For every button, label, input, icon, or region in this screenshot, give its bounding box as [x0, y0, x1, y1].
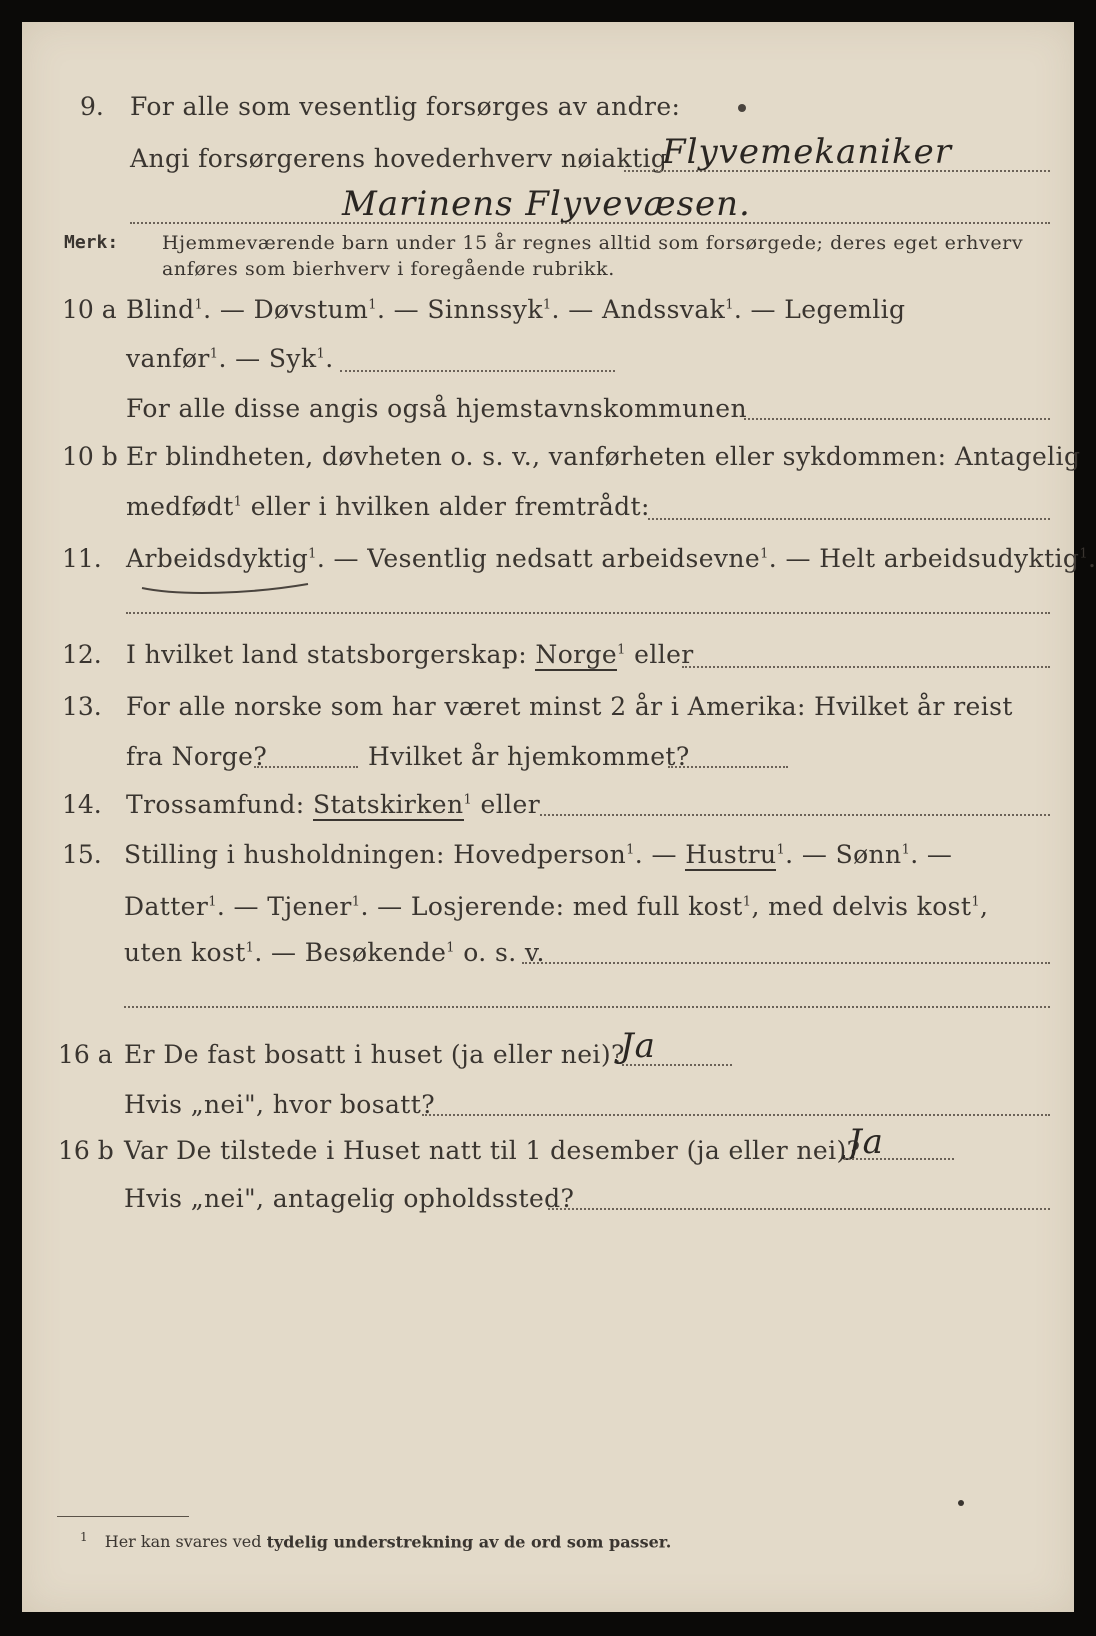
q11-line1: Arbeidsdyktig$^1$. — Vesentlig nedsatt arbeidsevne$^1$. — Helt arbeidsudyktig$^1$.	[126, 544, 1096, 573]
q16a-bosatt-line	[422, 1114, 1050, 1116]
q12-number: 12.	[62, 640, 102, 669]
q10b-number: 10 b	[62, 442, 118, 471]
q16a-handwritten-answer: Ja	[620, 1026, 656, 1066]
q9-number: 9.	[80, 92, 104, 121]
q16b-answer-line	[844, 1158, 954, 1160]
q11-answer-line	[126, 612, 1050, 614]
q9-line1: For alle som vesentlig forsørges av andre:	[130, 92, 681, 121]
census-form-page	[22, 22, 1096, 1612]
q10a-line3: For alle disse angis også hjemstavnskommunen	[126, 394, 747, 423]
q16b-line2: Hvis „nei", antagelig opholdssted?	[124, 1184, 575, 1213]
q12-line: I hvilket land statsborgerskap: Norge$^1$ eller	[126, 640, 694, 669]
merk-line1: Hjemmeværende barn under 15 år regnes alltid som forsørgede; deres eget erhverv	[162, 232, 1024, 254]
q10b-answer-line	[648, 518, 1050, 520]
q16a-answer-line	[622, 1064, 732, 1066]
q9-line2: Angi forsørgerens hovederhverv nøiaktig	[130, 144, 668, 173]
q13-number: 13.	[62, 692, 102, 721]
q14-number: 14.	[62, 790, 102, 819]
q15-underlined-hustru: Hustru	[685, 840, 777, 869]
q13-line2b: Hvilket år hjemkommet?	[368, 742, 690, 771]
q10a-line1: Blind$^1$. — Døvstum$^1$. — Sinnssyk$^1$. — Andssvak$^1$. — Legemlig	[126, 295, 906, 324]
q15-answer-line1	[522, 962, 1050, 964]
q11-handwritten-underline	[140, 580, 310, 596]
q9-handwritten-answer1: Flyvemekaniker	[662, 132, 952, 172]
ink-speck	[958, 1500, 964, 1506]
q16b-opholdssted-line	[548, 1208, 1050, 1210]
q13-line1: For alle norske som har været minst 2 år i Amerika: Hvilket år reist	[126, 692, 1013, 721]
q14-underlined-statskirken: Statskirken	[313, 790, 464, 819]
q15-number: 15.	[62, 840, 102, 869]
q15-line1: Stilling i husholdningen: Hovedperson$^1$. — Hustru$^1$. — Sønn$^1$. —	[124, 840, 953, 869]
q15-line2: Datter$^1$. — Tjener$^1$. — Losjerende: med full kost$^1$, med delvis kost$^1$,	[124, 892, 989, 921]
q10b-line2: medfødt$^1$ eller i hvilken alder fremtrådt:	[126, 492, 650, 521]
q13-line2a: fra Norge?	[126, 742, 268, 771]
q10b-line1: Er blindheten, døvheten o. s. v., vanførheten eller sykdommen: Antagelig	[126, 442, 1081, 471]
q16b-number: 16 b	[58, 1136, 114, 1165]
q11-number: 11.	[62, 544, 102, 573]
footnote: $^1$ Her kan svares ved tydelig understrekning av de ord som passer.	[80, 1530, 672, 1552]
q14-line: Trossamfund: Statskirken$^1$ eller	[126, 790, 541, 819]
q16a-line1: Er De fast bosatt i huset (ja eller nei)?	[124, 1040, 625, 1069]
q13-reist-line	[254, 766, 358, 768]
footnote-rule	[57, 1516, 189, 1517]
q12-underlined-norge: Norge	[535, 640, 618, 669]
ink-speck	[738, 104, 746, 112]
merk-line2: anføres som bierhverv i foregående rubrikk.	[162, 258, 615, 280]
q9-handwritten-answer2: Marinens Flyvevæsen.	[342, 184, 751, 224]
q16a-line2: Hvis „nei", hvor bosatt?	[124, 1090, 435, 1119]
merk-label: Merk:	[64, 232, 119, 253]
q10a-number: 10 a	[62, 295, 117, 324]
q16a-number: 16 a	[58, 1040, 113, 1069]
q14-answer-line	[540, 814, 1050, 816]
q10a-line2: vanfør$^1$. — Syk$^1$.	[126, 344, 334, 373]
q16b-handwritten-answer: Ja	[848, 1122, 884, 1162]
q16b-line1: Var De tilstede i Huset natt til 1 desember (ja eller nei)?	[124, 1136, 861, 1165]
q10a-kommune-line	[744, 418, 1050, 420]
q15-line3: uten kost$^1$. — Besøkende$^1$ o. s. v.	[124, 938, 545, 967]
q10a-answer-line	[340, 370, 615, 372]
q13-hjemkommet-line	[668, 766, 788, 768]
q12-answer-line	[682, 666, 1050, 668]
q15-answer-line2	[124, 1006, 1050, 1008]
